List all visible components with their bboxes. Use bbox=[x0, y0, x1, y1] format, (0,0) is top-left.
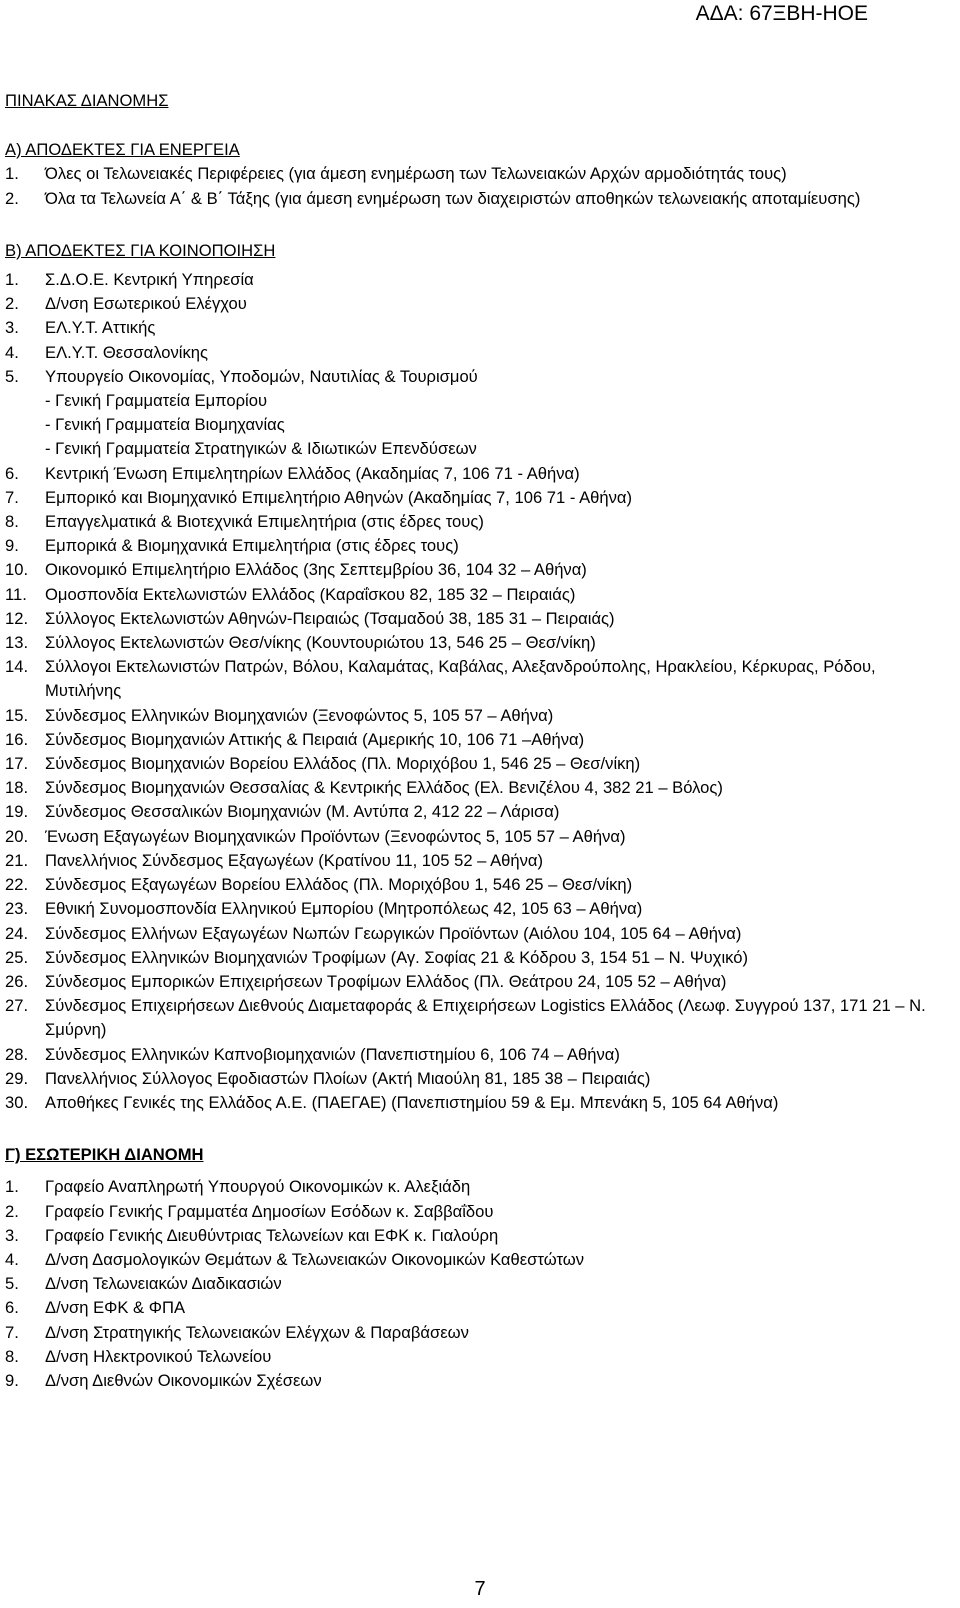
list-item bbox=[5, 800, 945, 824]
item-text: Σύλλογοι Εκτελωνιστών Πατρών, Βόλου, Καλαμάτας, Καβάλας, Αλεξανδρούπολης, Ηρακλείου, Κέρκυρας, Ρόδου, Μυτιλήνης bbox=[45, 657, 876, 701]
item-text: Πανελλήνιος Σύνδεσμος Εξαγωγέων (Κρατίνου 11, 105 52 – Αθήνα) bbox=[45, 850, 544, 870]
list-item bbox=[5, 486, 945, 510]
item-number: 13. bbox=[5, 633, 29, 653]
item-number: 4. bbox=[5, 342, 19, 362]
item-number: 24. bbox=[5, 923, 29, 943]
section-a-list bbox=[5, 162, 945, 210]
item-text: Επαγγελματικά & Βιοτεχνικά Επιμελητήρια (στις έδρες τους) bbox=[45, 512, 484, 532]
section-b bbox=[5, 239, 945, 1115]
list-item bbox=[5, 1091, 945, 1115]
section-a bbox=[5, 138, 945, 211]
item-text: Εμπορικά & Βιομηχανικά Επιμελητήρια (στις έδρες τους) bbox=[45, 536, 459, 556]
list-item bbox=[5, 897, 945, 921]
item-text: Σύνδεσμος Ελλήνων Εξαγωγέων Νωπών Γεωργικών Προϊόντων (Αιόλου 104, 105 64 – Αθήνα) bbox=[45, 923, 742, 943]
list-item bbox=[5, 970, 945, 994]
list-item bbox=[5, 849, 945, 873]
item-text: Υπουργείο Οικονομίας, Υποδομών, Ναυτιλίας & Τουρισμού bbox=[45, 366, 478, 386]
item-number: 2. bbox=[5, 294, 19, 314]
section-c-list bbox=[5, 1175, 945, 1393]
item-number: 19. bbox=[5, 802, 29, 822]
item-text: Εθνική Συνομοσπονδία Ελληνικού Εμπορίου (Μητροπόλεως 42, 105 63 – Αθήνα) bbox=[45, 899, 643, 919]
list-item bbox=[5, 825, 945, 849]
item-number: 20. bbox=[5, 826, 29, 846]
item-text: Σύνδεσμος Εμπορικών Επιχειρήσεων Τροφίμων Ελλάδος (Πλ. Θεάτρου 24, 105 52 – Αθήνα) bbox=[45, 971, 727, 991]
item-number: 7. bbox=[5, 487, 19, 507]
item-text: Δ/νση Δασμολογικών Θεμάτων & Τελωνειακών Οικονομικών Καθεστώτων bbox=[45, 1249, 585, 1269]
list-item bbox=[5, 316, 945, 340]
list-item bbox=[5, 162, 945, 186]
item-text: ΕΛ.Υ.Τ. Αττικής bbox=[45, 318, 156, 338]
list-item bbox=[5, 365, 945, 462]
item-text: ΕΛ.Υ.Τ. Θεσσαλονίκης bbox=[45, 342, 209, 362]
section-c bbox=[5, 1143, 945, 1393]
sub-item: - Γενική Γραμματεία Στρατηγικών & Ιδιωτικών Επενδύσεων bbox=[45, 439, 477, 459]
item-text: Εμπορικό και Βιομηχανικό Επιμελητήριο Αθηνών (Ακαδημίας 7, 106 71 - Αθήνα) bbox=[45, 487, 633, 507]
item-number: 6. bbox=[5, 1298, 19, 1318]
item-text: Δ/νση ΕΦΚ & ΦΠΑ bbox=[45, 1298, 186, 1318]
item-text: Σ.Δ.Ο.Ε. Κεντρική Υπηρεσία bbox=[45, 270, 254, 290]
ada-code: ΑΔΑ: 67ΞΒΗ-ΗΟΕ bbox=[695, 2, 868, 25]
item-number: 16. bbox=[5, 729, 29, 749]
item-text: Δ/νση Στρατηγικής Τελωνειακών Ελέγχων & Παραβάσεων bbox=[45, 1322, 469, 1342]
item-number: 5. bbox=[5, 1274, 19, 1294]
item-number: 21. bbox=[5, 850, 29, 870]
list-item bbox=[5, 728, 945, 752]
item-text: Δ/νση Διεθνών Οικονομικών Σχέσεων bbox=[45, 1370, 322, 1390]
list-item bbox=[5, 534, 945, 558]
item-number: 8. bbox=[5, 1346, 19, 1366]
item-number: 11. bbox=[5, 584, 27, 604]
item-number: 9. bbox=[5, 536, 19, 556]
page-number: 7 bbox=[474, 1578, 486, 1600]
list-item bbox=[5, 994, 945, 1042]
item-text: Δ/νση Εσωτερικού Ελέγχου bbox=[45, 294, 247, 314]
item-number: 12. bbox=[5, 608, 29, 628]
section-b-heading: Β) ΑΠΟΔΕΚΤΕΣ ΓΙΑ ΚΟΙΝΟΠΟΙΗΣΗ bbox=[5, 240, 276, 260]
list-item bbox=[5, 1067, 945, 1091]
item-text: Σύνδεσμος Βιομηχανιών Αττικής & Πειραιά (Αμερικής 10, 106 71 –Αθήνα) bbox=[45, 729, 585, 749]
item-text: Σύνδεσμος Βιομηχανιών Βορείου Ελλάδος (Πλ. Μοριχόβου 1, 546 25 – Θεσ/νίκη) bbox=[45, 754, 641, 774]
item-text: Ομοσπονδία Εκτελωνιστών Ελλάδος (Καραΐσκου 82, 185 32 – Πειραιάς) bbox=[45, 584, 576, 604]
item-text: Δ/νση Ηλεκτρονικού Τελωνείου bbox=[45, 1346, 272, 1366]
list-item bbox=[5, 462, 945, 486]
item-text: Σύνδεσμος Θεσσαλικών Βιομηχανιών (Μ. Αντύπα 2, 412 22 – Λάρισα) bbox=[45, 802, 560, 822]
item-number: 17. bbox=[5, 754, 29, 774]
page-title: ΠΙΝΑΚΑΣ ΔΙΑΝΟΜΗΣ bbox=[5, 91, 169, 110]
item-number: 3. bbox=[5, 318, 19, 338]
item-text: Σύνδεσμος Ελληνικών Βιομηχανιών (Ξενοφώντος 5, 105 57 – Αθήνα) bbox=[45, 705, 554, 725]
section-a-heading: Α) ΑΠΟΔΕΚΤΕΣ ΓΙΑ ΕΝΕΡΓΕΙΑ bbox=[5, 140, 240, 160]
item-number: 2. bbox=[5, 1201, 19, 1221]
list-item bbox=[5, 1248, 945, 1272]
item-number: 2. bbox=[5, 188, 19, 208]
item-text: Γραφείο Γενικής Γραμματέα Δημοσίων Εσόδων κ. Σαββαΐδου bbox=[45, 1201, 494, 1221]
item-number: 26. bbox=[5, 971, 29, 991]
item-number: 15. bbox=[5, 705, 29, 725]
list-item bbox=[5, 946, 945, 970]
list-item bbox=[5, 1321, 945, 1345]
list-item bbox=[5, 510, 945, 534]
item-text: Γραφείο Αναπληρωτή Υπουργού Οικονομικών κ. Αλεξιάδη bbox=[45, 1177, 471, 1197]
list-item bbox=[5, 558, 945, 582]
item-number: 1. bbox=[5, 164, 19, 184]
item-text: Σύνδεσμος Επιχειρήσεων Διεθνούς Διαμεταφοράς & Επιχειρήσεων Logistics Ελλάδος (Λεωφ. Συγγρού 137, 171 21 – Ν. Σμύρνη) bbox=[45, 996, 926, 1040]
item-text: Οικονομικό Επιμελητήριο Ελλάδος (3ης Σεπτεμβρίου 36, 104 32 – Αθήνα) bbox=[45, 560, 587, 580]
item-text: Σύνδεσμος Βιομηχανιών Θεσσαλίας & Κεντρικής Ελλάδος (Ελ. Βενιζέλου 4, 382 21 – Βόλος) bbox=[45, 778, 723, 798]
item-number: 14. bbox=[5, 657, 29, 677]
list-item bbox=[5, 1296, 945, 1320]
sub-item: - Γενική Γραμματεία Βιομηχανίας bbox=[45, 415, 285, 435]
list-item bbox=[5, 268, 945, 292]
list-item bbox=[5, 776, 945, 800]
item-number: 3. bbox=[5, 1225, 19, 1245]
list-item bbox=[5, 873, 945, 897]
item-text: Όλα τα Τελωνεία Α΄ & Β΄ Τάξης (για άμεση ενημέρωση των διαχειριστών αποθηκών τελωνειακής αποταμίευσης) bbox=[45, 188, 861, 208]
list-item bbox=[5, 655, 945, 703]
item-text: Πανελλήνιος Σύλλογος Εφοδιαστών Πλοίων (Ακτή Μιαούλη 81, 185 38 – Πειραιάς) bbox=[45, 1068, 651, 1088]
list-item bbox=[5, 1345, 945, 1369]
section-b-list bbox=[5, 268, 945, 1115]
item-number: 22. bbox=[5, 875, 29, 895]
list-item bbox=[5, 341, 945, 365]
list-item bbox=[5, 1224, 945, 1248]
item-number: 30. bbox=[5, 1092, 29, 1112]
item-text: Σύνδεσμος Εξαγωγέων Βορείου Ελλάδος (Πλ. Μοριχόβου 1, 546 25 – Θεσ/νίκη) bbox=[45, 875, 633, 895]
item-text: Σύνδεσμος Ελληνικών Καπνοβιομηχανιών (Πανεπιστημίου 6, 106 74 – Αθήνα) bbox=[45, 1044, 620, 1064]
list-item bbox=[5, 1043, 945, 1067]
list-item bbox=[5, 607, 945, 631]
item-number: 27. bbox=[5, 996, 29, 1016]
item-number: 29. bbox=[5, 1068, 29, 1088]
item-number: 25. bbox=[5, 947, 29, 967]
item-number: 8. bbox=[5, 512, 19, 532]
list-item bbox=[5, 752, 945, 776]
list-item bbox=[5, 1369, 945, 1393]
list-item bbox=[5, 187, 945, 211]
list-item bbox=[5, 631, 945, 655]
item-text: Γραφείο Γενικής Διευθύντριας Τελωνείων και ΕΦΚ κ. Γιαλούρη bbox=[45, 1225, 499, 1245]
list-item bbox=[5, 1200, 945, 1224]
item-text: Σύλλογος Εκτελωνιστών Αθηνών-Πειραιώς (Τσαμαδού 38, 185 31 – Πειραιάς) bbox=[45, 608, 615, 628]
item-number: 7. bbox=[5, 1322, 19, 1342]
item-number: 1. bbox=[5, 1177, 19, 1197]
item-number: 23. bbox=[5, 899, 29, 919]
list-item bbox=[5, 1175, 945, 1199]
list-item bbox=[5, 704, 945, 728]
list-item bbox=[5, 583, 945, 607]
item-number: 28. bbox=[5, 1044, 29, 1064]
sub-item: - Γενική Γραμματεία Εμπορίου bbox=[45, 391, 268, 411]
item-text: Σύνδεσμος Ελληνικών Βιομηχανιών Τροφίμων (Αγ. Σοφίας 21 & Κόδρου 3, 154 51 – Ν. Ψυχικό) bbox=[45, 947, 748, 967]
item-text: Δ/νση Τελωνειακών Διαδικασιών bbox=[45, 1274, 282, 1294]
item-number: 9. bbox=[5, 1370, 19, 1390]
item-text: Αποθήκες Γενικές της Ελλάδος Α.Ε. (ΠΑΕΓΑΕ) (Πανεπιστημίου 59 & Εμ. Μπενάκη 5, 105 64 Αθήνα) bbox=[45, 1092, 779, 1112]
item-text: Σύλλογος Εκτελωνιστών Θεσ/νίκης (Κουντουριώτου 13, 546 25 – Θεσ/νίκη) bbox=[45, 633, 596, 653]
item-number: 18. bbox=[5, 778, 29, 798]
item-number: 6. bbox=[5, 463, 19, 483]
item-text: Όλες οι Τελωνειακές Περιφέρειες (για άμεση ενημέρωση των Τελωνειακών Αρχών αρμοδιότητάς τους) bbox=[45, 164, 787, 184]
item-text: Ένωση Εξαγωγέων Βιομηχανικών Προϊόντων (Ξενοφώντος 5, 105 57 – Αθήνα) bbox=[45, 826, 626, 846]
document-body bbox=[5, 89, 945, 1393]
list-item bbox=[5, 1272, 945, 1296]
item-number: 10. bbox=[5, 560, 29, 580]
item-number: 4. bbox=[5, 1249, 19, 1269]
item-number: 5. bbox=[5, 366, 19, 386]
item-number: 1. bbox=[5, 270, 19, 290]
item-text: Κεντρική Ένωση Επιμελητηρίων Ελλάδος (Ακαδημίας 7, 106 71 - Αθήνα) bbox=[45, 463, 580, 483]
list-item bbox=[5, 922, 945, 946]
list-item bbox=[5, 292, 945, 316]
section-c-heading: Γ) ΕΣΩΤΕΡΙΚΗ ΔΙΑΝΟΜΗ bbox=[5, 1145, 204, 1165]
